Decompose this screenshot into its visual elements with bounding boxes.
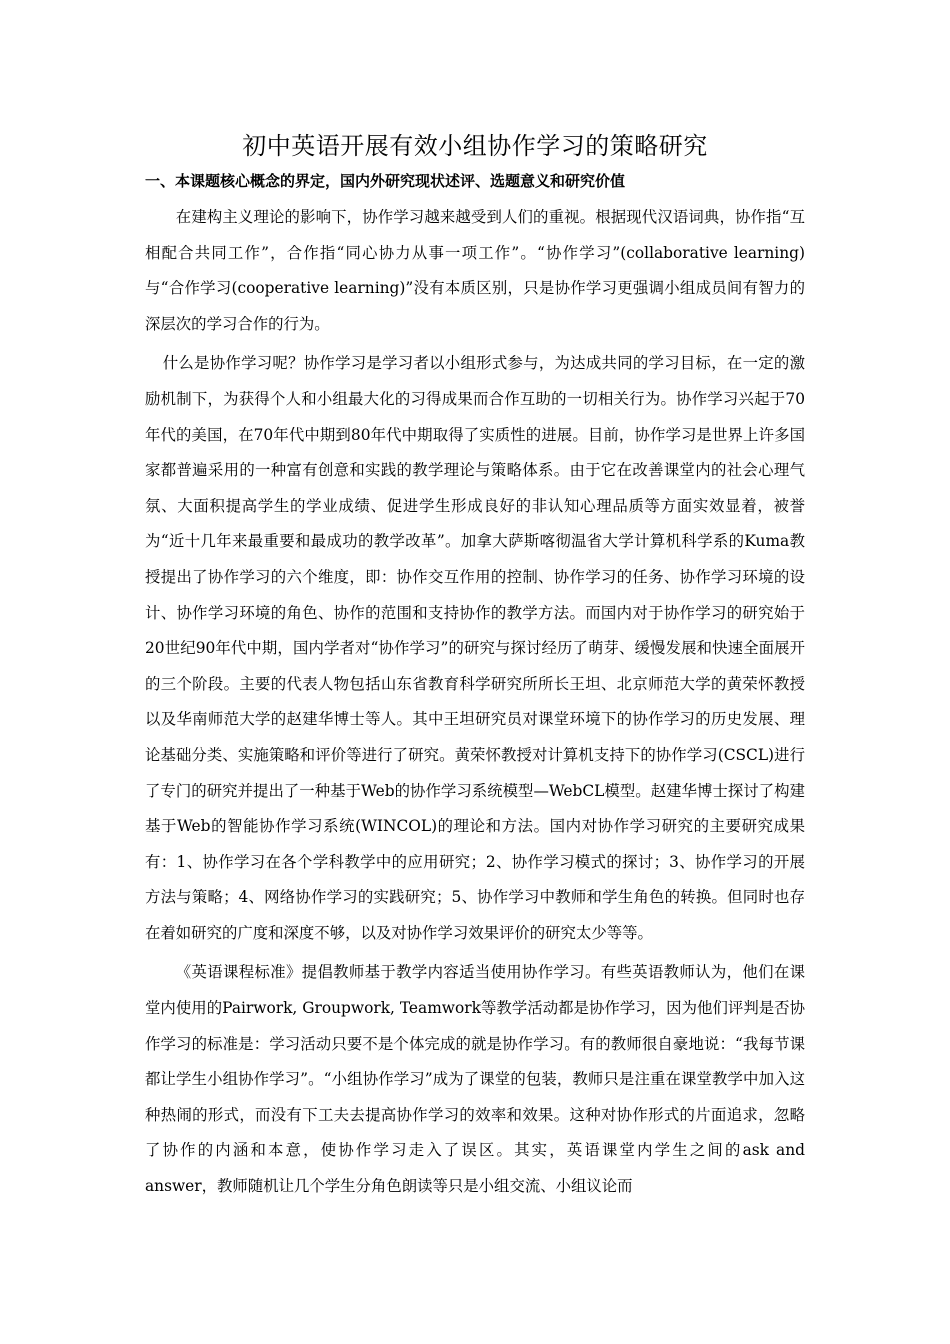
document-body bbox=[145, 128, 805, 1209]
section-heading: 一、本课题核心概念的界定，国内外研究现状述评、选题意义和研究价值 bbox=[145, 172, 626, 190]
paragraph-intro: 在建构主义理论的影响下，协作学习越来越受到人们的重视。根据现代汉语词典，协作指“互相配合共同工作”，合作指“同心协力从事一项工作”。“协作学习”(collaborative learning)与“合作学习(cooperative learning)”没有本质区别，只是协作学习更强调小组成员间有智力的深层次的学习合作的行为。 bbox=[145, 208, 805, 333]
paragraph-curriculum-standard: 《英语课程标准》提倡教师基于教学内容适当使用协作学习。有些英语教师认为，他们在课堂内使用的Pairwork, Groupwork, Teamwork等教学活动都是协作学习，因为他们评判是否协作学习的标准是：学习活动只要不是个体完成的就是协作学习。有的教师很自豪地说：“我每节课都让学生小组协作学习”。“小组协作学习”成为了课堂的包装，教师只是注重在课堂教学中加入这种热闹的形式，而没有下工夫去提高协作学习的效率和效果。这种对协作形式的片面追求，忽略了协作的内涵和本意，使协作学习走入了误区。其实，英语课堂内学生之间的ask and answer，教师随机让几个学生分角色朗读等只是小组交流、小组议论而 bbox=[145, 963, 805, 1196]
document-title: 初中英语开展有效小组协作学习的策略研究 bbox=[242, 132, 708, 160]
paragraph-research-status: 什么是协作学习呢？协作学习是学习者以小组形式参与，为达成共同的学习目标，在一定的激励机制下，为获得个人和小组最大化的习得成果而合作互助的一切相关行为。协作学习兴起于70年代的美国，在70年代中期到80年代中期取得了实质性的进展。目前，协作学习是世界上许多国家都普遍采用的一种富有创意和实践的教学理论与策略体系。由于它在改善课堂内的社会心理气氛、大面积提高学生的学业成绩、促进学生形成良好的非认知心理品质等方面实效显着，被誉为“近十几年来最重要和最成功的教学改革”。加拿大萨斯喀彻温省大学计算机科学系的Kuma教授提出了协作学习的六个维度，即：协作交互作用的控制、协作学习的任务、协作学习环境的设计、协作学习环境的角色、协作的范围和支持协作的教学方法。而国内对于协作学习的研究始于20世纪90年代中期，国内学者对“协作学习”的研究与探讨经历了萌芽、缓慢发展和快速全面展开的三个阶段。主要的代表人物包括山东省教育科学研究所所长王坦、北京师范大学的黄荣怀教授以及华南师范大学的赵建华博士等人。其中王坦研究员对课堂环境下的协作学习的历史发展、理论基础分类、实施策略和评价等进行了研究。黄荣怀教授对计算机支持下的协作学习(CSCL)进行了专门的研究并提出了一种基于Web的协作学习系统模型—WebCL模型。赵建华博士探讨了构建基于Web的智能协作学习系统(WINCOL)的理论和方法。国内对协作学习研究的主要研究成果有：1、协作学习在各个学科教学中的应用研究；2、协作学习模式的探讨；3、协作学习的开展方法与策略；4、网络协作学习的实践研究；5、协作学习中教师和学生角色的转换。但同时也存在着如研究的广度和深度不够，以及对协作学习效果评价的研究太少等等。 bbox=[145, 354, 805, 942]
